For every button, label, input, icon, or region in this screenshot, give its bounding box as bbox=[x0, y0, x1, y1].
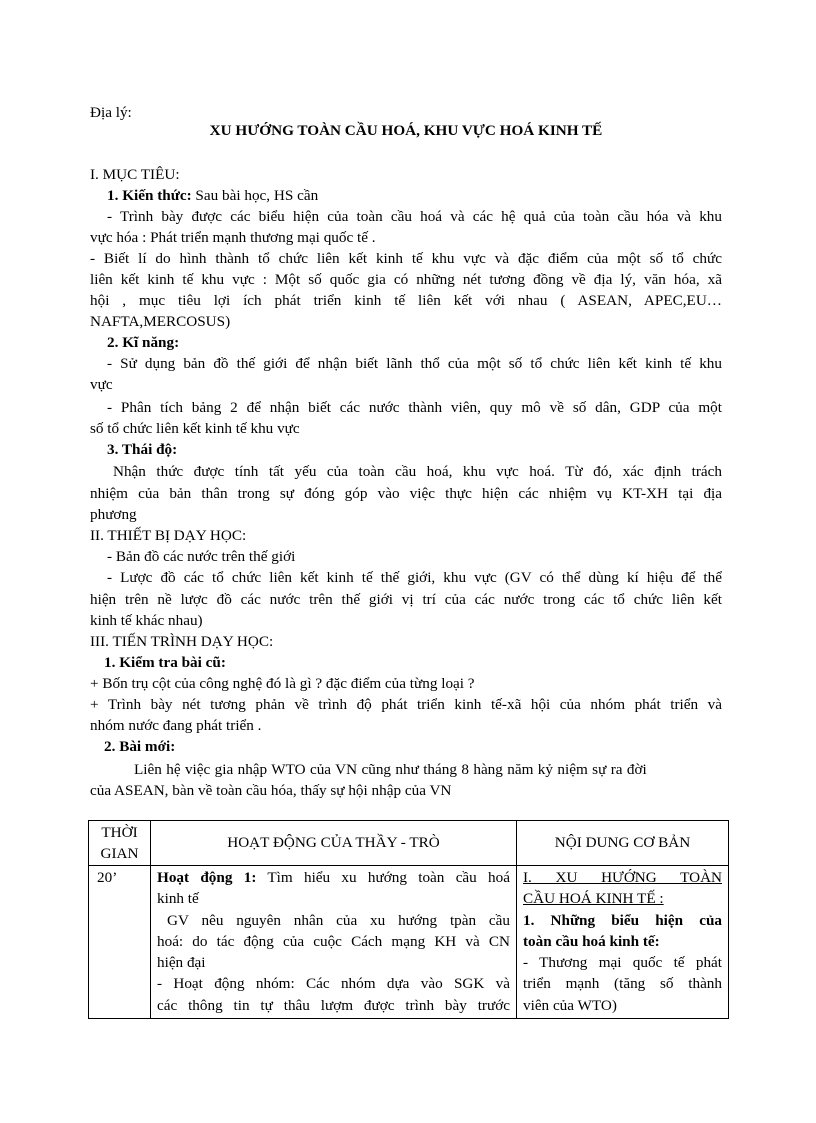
content-line-1: I. XU HƯỚNG TOÀN bbox=[523, 869, 722, 886]
content-line-6: triển mạnh (tăng số thành bbox=[523, 975, 722, 993]
section-equipment-heading: II. THIẾT BỊ DẠY HỌC: bbox=[90, 527, 247, 544]
table-row bbox=[89, 866, 729, 1019]
lesson-plan-table bbox=[88, 820, 729, 1019]
knowledge-text-1: - Trình bày được các biểu hiện của toàn cầu hoá và các hệ quả của toàn cầu hóa và khu bbox=[107, 208, 722, 225]
knowledge-line bbox=[107, 186, 739, 206]
equipment-text-4: kinh tế khác nhau) bbox=[90, 612, 203, 629]
row-content-cell bbox=[517, 866, 729, 1019]
attitude-label: 3. Thái độ: bbox=[107, 441, 178, 458]
row-activity-cell bbox=[151, 866, 517, 1019]
header-time bbox=[89, 821, 151, 866]
activity-line-3: GV nêu nguyên nhân của xu hướng tpàn cầu bbox=[167, 911, 510, 929]
activity-line-6: - Hoạt động nhóm: Các nhóm dựa vào SGK và bbox=[157, 975, 510, 993]
knowledge-text-6: NAFTA,MERCOSUS) bbox=[90, 313, 231, 330]
knowledge-text-5: hội , mục tiêu lợi ích phát triển kinh tế liên kết với nhau ( ASEAN, APEC,EU… bbox=[90, 292, 722, 309]
subject-label: Địa lý: bbox=[90, 104, 132, 121]
activity-title: Tìm hiểu xu hướng toàn cầu hoá bbox=[256, 869, 510, 886]
skills-text-2: vực bbox=[90, 376, 113, 393]
header-content: NỘI DUNG CƠ BẢN bbox=[517, 821, 729, 866]
check-question-2: + Trình bày nét tương phản về trình độ phát triển kinh tế-xã hội của nhóm phát triển và bbox=[90, 696, 722, 713]
skills-text-3: - Phân tích bảng 2 để nhận biết các nước thành viên, quy mô về số dân, GDP của một bbox=[107, 399, 722, 416]
equipment-text-2: - Lược đồ các tổ chức liên kết kinh tế thế giới, khu vực (GV có thể dùng kí hiệu để thể bbox=[107, 569, 722, 586]
new-lesson-text-1: Liên hệ việc gia nhập WTO của VN cũng như tháng 8 hàng năm kỷ niệm sự ra đời bbox=[134, 761, 647, 778]
activity-line-1 bbox=[157, 867, 510, 888]
attitude-text-2: nhiệm của bản thân trong sự đóng góp vào việc thực hiện các nhiệm vụ KT-XH tại địa bbox=[90, 485, 722, 502]
new-lesson-text-2: của ASEAN, bàn về toàn cầu hóa, thấy sự hội nhập của VN bbox=[90, 782, 452, 799]
knowledge-text-4: liên kết kinh tế khu vực : Một số quốc gia có những nét tương đồng về địa lý, văn hóa, xã bbox=[90, 271, 722, 288]
header-time-line1: THỜI bbox=[101, 823, 138, 841]
content-line-2: CẦU HOÁ KINH TẾ : bbox=[523, 890, 664, 908]
content-line-5: - Thương mại quốc tế phát bbox=[523, 954, 722, 972]
new-lesson-label: 2. Bài mới: bbox=[104, 738, 176, 755]
page-title: XU HƯỚNG TOÀN CẦU HOÁ, KHU VỰC HOÁ KINH TẾ bbox=[209, 122, 603, 139]
skills-text-4: số tổ chức liên kết kinh tế khu vực bbox=[90, 420, 300, 437]
section-objectives-heading: I. MỤC TIÊU: bbox=[90, 166, 180, 183]
attitude-text-3: phương bbox=[90, 506, 137, 523]
equipment-text-1: - Bản đồ các nước trên thế giới bbox=[107, 548, 296, 565]
activity-line-4: hoá: do tác động của cuộc Cách mạng KH và CN bbox=[157, 932, 510, 950]
activity-line-5: hiện đại bbox=[157, 954, 206, 972]
header-time-line2: GIAN bbox=[100, 845, 139, 862]
knowledge-text-2: vực hóa : Phát triển mạnh thương mại quốc tế . bbox=[90, 229, 376, 246]
knowledge-label: 1. Kiến thức: bbox=[107, 187, 192, 204]
row-time-cell bbox=[89, 866, 151, 1019]
check-question-1: + Bốn trụ cột của công nghệ đó là gì ? đặc điểm của từng loại ? bbox=[90, 675, 475, 692]
row-time: 20’ bbox=[97, 869, 118, 886]
knowledge-text-3: - Biết lí do hình thành tổ chức liên kết kinh tế khu vực và đặc điểm của một số tổ chức bbox=[90, 250, 722, 267]
activity-line-7: các thông tin tự thâu lượm được trình bày trước bbox=[157, 996, 510, 1014]
check-question-3: nhóm nước đang phát triển . bbox=[90, 717, 262, 734]
check-old-lesson-label: 1. Kiểm tra bài cũ: bbox=[104, 654, 226, 671]
content-line-4: toàn cầu hoá kinh tế: bbox=[523, 932, 660, 950]
knowledge-intro: Sau bài học, HS cần bbox=[191, 187, 319, 204]
equipment-text-3: hiện trên nề lược đồ các nước trên thế giới vị trí của các nước trong các tổ chức liên kết bbox=[90, 591, 722, 608]
content-line-7: viên của WTO) bbox=[523, 996, 617, 1014]
section-process-heading: III. TIẾN TRÌNH DẠY HỌC: bbox=[90, 633, 274, 650]
activity-line-2: kinh tế bbox=[157, 890, 199, 908]
content-line-3: 1. Những biểu hiện của bbox=[523, 911, 722, 929]
skills-label: 2. Kĩ năng: bbox=[107, 334, 180, 351]
skills-text-1: - Sử dụng bản đồ thế giới để nhận biết lãnh thổ của một số tổ chức liên kết kinh tế khu bbox=[107, 355, 722, 372]
table-header-row bbox=[89, 821, 729, 866]
activity-label: Hoạt động 1: bbox=[157, 869, 257, 886]
header-activity: HOẠT ĐỘNG CỦA THẦY - TRÒ bbox=[151, 821, 517, 866]
attitude-text-1: Nhận thức được tính tất yếu của toàn cầu hoá, khu vực hoá. Từ đó, xác định trách bbox=[113, 463, 722, 480]
